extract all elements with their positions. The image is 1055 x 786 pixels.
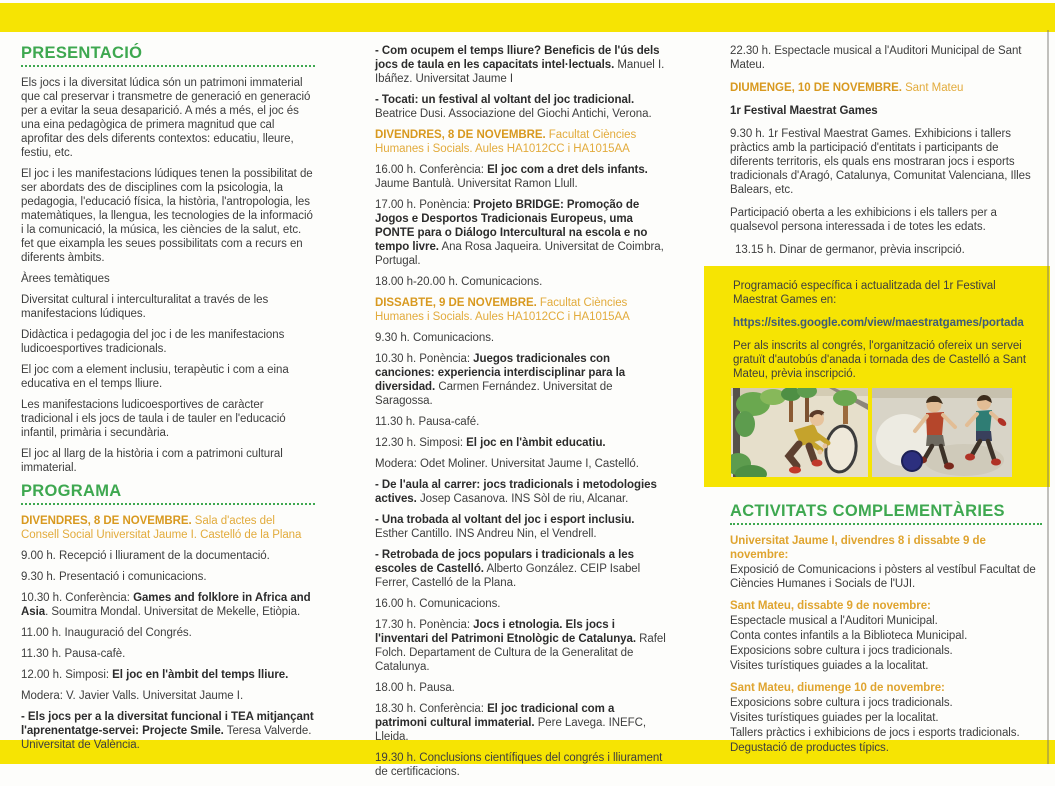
text-run: - Una trobada al voltant del joc i esport inclusiu. <box>375 514 635 526</box>
text-run: 10.30 h. Ponència: <box>375 353 474 365</box>
text-run: 9.30 h. Comunicacions. <box>375 332 495 344</box>
program-entry <box>375 513 668 541</box>
text-run: 12.30 h. Simposi: <box>375 437 467 449</box>
program-entry <box>21 668 315 682</box>
text-run: Jocs i etnologia. Els jocs i l'inventari del Patrimoni Etnològic de Catalunya. <box>375 619 637 645</box>
text-run: Esther Cantillo. INS Andreu Nin, el Vendrell. <box>375 528 597 540</box>
paragraph <box>21 447 315 475</box>
activity-subheading <box>730 534 1042 562</box>
text-run: Degustació de productes típics. <box>730 742 889 754</box>
text-run: Ana Rosa Jaqueira. Universitat de Coimbra, Portugal. <box>375 241 664 267</box>
date-heading <box>375 128 668 156</box>
festival-info-text <box>704 266 1050 381</box>
text-run: 9.30 h. Presentació i comunicacions. <box>21 571 207 583</box>
text-run: Visites turístiques guiades a la localitat. <box>730 660 929 672</box>
column-festival-maestrat <box>730 44 1033 266</box>
text-run: Tallers pràctics i exhibicions de jocs i esports tradicionals. <box>730 727 1020 739</box>
text-run: Juegos tradicionales con canciones: experiencia interdisciplinar para la diversidad. <box>375 353 626 393</box>
text-run: El joc i les manifestacions lúdiques tenen la possibilitat de ser abordats des de disciplines com la psicologia, la pedagogia, l'educació física, la història, l'antropologia, les matemàtiques, la llengua, les tecnologies de la informació i la comunicació, la música, les ciències de la salut, etc. fet que eixampla les seues possibilitats com a recurs en diferents àmbits. <box>21 168 313 264</box>
program-entry <box>375 478 668 506</box>
text-run: Manuel I. Ibáñez. Universitat Jaume I <box>375 59 665 85</box>
text-run: Participació oberta a les exhibicions i els tallers per a qualsevol persona interessada i de totes les edats. <box>730 207 997 233</box>
text-run: 9.30 h. 1r Festival Maestrat Games. Exhibicions i tallers pràctics amb la participació d'entitats i participants de diferents territoris, els quals ens mostraran jocs i esports tradicionals d'Aragó, Catalunya, Comunitat Valenciana, Illes Balears, etc. <box>730 128 1031 196</box>
text-run: 18.00 h. Pausa. <box>375 682 455 694</box>
paragraph <box>21 272 315 286</box>
text-run: Carmen Fernández. Universitat de Saragossa. <box>375 381 613 407</box>
text-run: https://sites.google.com/view/maestratgames/portada <box>733 317 1024 329</box>
paragraph <box>21 167 315 265</box>
activity-line <box>730 711 1042 725</box>
program-entry <box>730 206 1033 234</box>
text-run: - Els jocs per a la diversitat funcional i TEA mitjançant l'aprenentatge-servei: Projecte Smile. <box>21 711 314 737</box>
text-run: Exposició de Comunicacions i pòsters al vestíbul Facultat de Ciències Humanes i Socials de l'UJI. <box>730 564 1036 590</box>
text-run: 11.30 h. Pausa-café. <box>375 416 480 428</box>
text-run: 13.15 h. Dinar de germanor, prèvia inscripció. <box>735 244 965 256</box>
festival-info <box>733 279 1036 307</box>
program-entry <box>21 710 315 752</box>
activity-subheading <box>730 681 1042 695</box>
program-entry <box>21 549 315 563</box>
text-run: Exposicions sobre cultura i jocs tradicionals. <box>730 645 953 657</box>
mural-hoop-game-photo <box>731 388 868 477</box>
text-run: Visites turístiques guiades per la localitat. <box>730 712 939 724</box>
activity-line <box>730 614 1042 628</box>
text-run: Sant Mateu, dissabte 9 de novembre: <box>730 600 931 612</box>
text-run: Facultat Ciències Humanes i Socials. Aules HA1012CC i HA1015AA <box>375 297 630 323</box>
text-run: - De l'aula al carrer: jocs tradicionals i metodologies actives. <box>375 479 657 505</box>
program-entry <box>375 436 668 450</box>
mural-photos <box>731 388 1012 477</box>
text-run: Beatrice Dusi. Associazione del Giochi Antichi, Verona. <box>375 108 652 120</box>
text-run: 12.00 h. Simposi: <box>21 669 113 681</box>
text-run: Per als inscrits al congrés, l'organització ofereix un servei gratuït d'autobús d'anada i tornada des de Castelló a Sant Mateu, prèvia inscripció. <box>733 340 1027 380</box>
text-run: 11.30 h. Pausa-cafè. <box>21 648 126 660</box>
text-run: DIVENDRES, 8 DE NOVEMBRE. <box>375 129 546 141</box>
column-activitats-complementaries <box>730 502 1042 756</box>
text-run: Teresa Valverde. Universitat de València. <box>21 725 312 751</box>
date-heading <box>21 514 315 542</box>
activitats-heading: ACTIVITATS COMPLEMENTÀRIES <box>730 502 1005 520</box>
text-run: Exposicions sobre cultura i jocs tradicionals. <box>730 697 953 709</box>
text-run: Àrees temàtiques <box>21 273 110 285</box>
text-run: Rafel Folch. Departament de Cultura de la Generalitat de Catalunya. <box>375 633 666 673</box>
program-entry <box>375 352 668 408</box>
text-run: 9.00 h. Recepció i lliurament de la documentació. <box>21 550 270 562</box>
date-heading <box>730 81 1033 95</box>
text-run: 18.00 h-20.00 h. Comunicacions. <box>375 276 543 288</box>
text-run: - Retrobada de jocs populars i tradicionals a les escoles de Castelló. <box>375 549 634 575</box>
activity-line <box>730 629 1042 643</box>
text-run: . Soumitra Mondal. Universitat de Mekelle, Etiòpia. <box>45 606 301 618</box>
program-entry <box>375 415 668 429</box>
text-run: 10.30 h. Conferència: <box>21 592 134 604</box>
text-run: Projeto BRIDGE: Promoção de Jogos e Desportos Tradicionais Europeus, uma PONTE para o Diálogo Intercultural na escola e no tempo livre. <box>375 199 648 253</box>
program-entry <box>730 44 1033 72</box>
text-run: Didàctica i pedagogia del joc i de les manifestacions ludicoesportives tradicionals. <box>21 329 285 355</box>
website-url <box>733 316 1036 330</box>
program-entry <box>375 751 668 779</box>
text-run: Modera: V. Javier Valls. Universitat Jaume I. <box>21 690 244 702</box>
activity-line <box>730 563 1042 591</box>
text-run: DISSABTE, 9 DE NOVEMBRE. <box>375 297 537 309</box>
text-run: Pere Lavega. INEFC, Lleida. <box>375 717 647 743</box>
text-run: Programació específica i actualitzada del 1r Festival Maestrat Games en: <box>733 280 996 306</box>
text-run: - Tocati: un festival al voltant del joc tradicional. <box>375 94 635 106</box>
red-shoe <box>789 467 801 474</box>
activity-line <box>730 644 1042 658</box>
red-shoe <box>812 460 823 467</box>
paragraph <box>21 328 315 356</box>
text-run: Diversitat cultural i interculturalitat a través de les manifestacions lúdiques. <box>21 294 269 320</box>
text-run: Conta contes infantils a la Biblioteca Municipal. <box>730 630 968 642</box>
paragraph <box>21 398 315 440</box>
text-run: Espectacle musical a l'Auditori Municipal. <box>730 615 938 627</box>
text-run: Jaume Bantulà. Universitat Ramon Llull. <box>375 178 578 190</box>
program-entry <box>21 647 315 661</box>
program-entry <box>375 548 668 590</box>
text-run: 17.30 h. Ponència: <box>375 619 474 631</box>
activity-subheading <box>730 599 1042 613</box>
date-heading <box>375 296 668 324</box>
text-run: Josep Casanova. INS Sòl de riu, Alcanar. <box>416 493 629 505</box>
text-run: El joc tradicional com a patrimoni cultural immaterial. <box>375 703 615 729</box>
program-entry <box>375 597 668 611</box>
text-run: El joc en l'àmbit del temps lliure. <box>112 669 289 681</box>
text-run: - Com ocupem el temps lliure? Beneficis de l'ús dels jocs de taula en les capacitats intel·lectuals. <box>375 45 660 71</box>
program-entry <box>730 127 1033 197</box>
text-run: El joc com a dret dels infants. <box>487 164 648 176</box>
column-programa-continuacio <box>375 44 668 786</box>
page-fold-line <box>1047 30 1049 764</box>
dotted-divider <box>21 65 315 67</box>
text-run: Facultat Ciències Humanes i Socials. Aules HA1012CC i HA1015AA <box>375 129 637 155</box>
text-run: 16.00 h. Conferència: <box>375 164 488 176</box>
bus-info <box>733 339 1036 381</box>
program-entry <box>375 93 668 121</box>
text-run: El joc com a element inclusiu, terapèutic i com a eina educativa en el temps lliure. <box>21 364 289 390</box>
program-entry <box>730 243 1033 257</box>
text-run: El joc en l'àmbit educatiu. <box>466 437 606 449</box>
festival-info-highlight-box <box>704 266 1050 487</box>
text-run: 16.00 h. Comunicacions. <box>375 598 501 610</box>
program-entry <box>375 44 668 86</box>
column-presentacio-programa <box>21 44 315 759</box>
paragraph <box>21 293 315 321</box>
text-run: DIUMENGE, 10 DE NOVEMBRE. <box>730 82 902 94</box>
ball-icon <box>902 451 922 471</box>
activity-line <box>730 659 1042 673</box>
text-run: 17.00 h. Ponència: <box>375 199 474 211</box>
programa-heading: PROGRAMA <box>21 482 122 500</box>
program-entry <box>21 570 315 584</box>
program-entry <box>21 689 315 703</box>
text-run: Alberto González. CEIP Isabel Ferrer, Castelló de la Plana. <box>375 563 641 589</box>
text-run: 22.30 h. Espectacle musical a l'Auditori Municipal de Sant Mateu. <box>730 45 1022 71</box>
dotted-divider <box>730 523 1042 525</box>
text-run: Sant Mateu, diumenge 10 de novembre: <box>730 682 945 694</box>
program-entry <box>375 198 668 268</box>
dotted-divider <box>21 503 315 505</box>
program-entry <box>21 626 315 640</box>
top-yellow-bar <box>0 3 1055 32</box>
program-entry <box>375 681 668 695</box>
activity-line <box>730 696 1042 710</box>
activity-line <box>730 726 1042 740</box>
text-run: Les manifestacions ludicoesportives de caràcter tradicional i els jocs de taula i de tauler en l'educació infantil, primària i secundària. <box>21 399 286 439</box>
program-entry <box>375 618 668 674</box>
presentacio-heading: PRESENTACIÓ <box>21 44 143 62</box>
text-run: 19.30 h. Conclusions científiques del congrés i lliurament de certificacions. <box>375 752 663 778</box>
text-run: Games and folklore in Africa and Asia <box>21 592 311 618</box>
text-run: 18.30 h. Conferència: <box>375 703 488 715</box>
paragraph <box>21 363 315 391</box>
program-entry <box>375 702 668 744</box>
paragraph <box>21 76 315 160</box>
text-run: Modera: Odet Moliner. Universitat Jaume I, Castelló. <box>375 458 639 470</box>
text-run: Els jocs i la diversitat lúdica són un patrimoni immaterial que cal preservar i transmetre de generació en generació per a evitar la seua desaparició. A més a més, el joc és una eina pedagògica de primera magnitud que cal aprofitar des dels diferents contextos: educatiu, lleure, festiu, etc. <box>21 77 311 159</box>
text-run: 1r Festival Maestrat Games <box>730 105 878 117</box>
text-run: DIVENDRES, 8 DE NOVEMBRE. <box>21 515 192 527</box>
program-entry <box>375 163 668 191</box>
program-entry <box>375 331 668 345</box>
activity-line <box>730 741 1042 755</box>
text-run: El joc al llarg de la història i com a patrimoni cultural immaterial. <box>21 448 283 474</box>
mural-ball-game-photo <box>872 388 1012 477</box>
text-run: Sala d'actes del Consell Social Universitat Jaume I. Castelló de la Plana <box>21 515 302 541</box>
festival-title <box>730 104 1033 118</box>
text-run: Universitat Jaume I, divendres 8 i dissabte 9 de novembre: <box>730 535 986 561</box>
program-entry <box>375 275 668 289</box>
program-entry <box>375 457 668 471</box>
program-entry <box>21 591 315 619</box>
text-run: 11.00 h. Inauguració del Congrés. <box>21 627 192 639</box>
text-run: Sant Mateu <box>901 82 964 94</box>
